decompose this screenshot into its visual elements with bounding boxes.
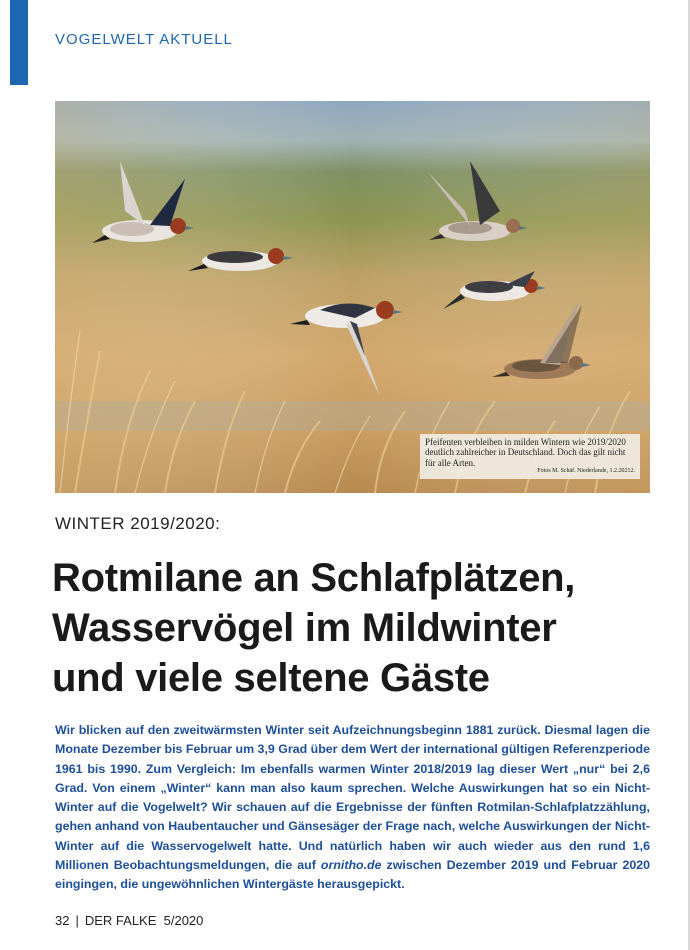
headline-line: Rotmilane an Schlafplätzen, (52, 556, 576, 600)
caption-text: Pfeifenten verbleiben in milden Wintern wie 2019/2020 deutlich zahlreicher in Deutschland. Doch das gilt nicht für alle Arten. (425, 436, 626, 468)
page-number: 32 (55, 913, 70, 928)
headline-line: und viele seltene Gäste (52, 656, 490, 700)
photo-caption (420, 434, 640, 480)
page-footer (55, 913, 203, 928)
section-label: VOGELWELT AKTUELL (55, 31, 233, 48)
article-kicker: WINTER 2019/2020: (55, 514, 221, 533)
ornitho-link[interactable]: ornitho.de (320, 858, 382, 873)
magazine-name: DER FALKE (84, 913, 157, 928)
cover-photo-wigeons (55, 101, 650, 493)
footer-separator: | (75, 913, 79, 928)
photo-credit: Fotos M. Schäf. Niederlande, 1.2.20212. (537, 467, 635, 474)
section-color-bar (10, 0, 28, 85)
article-lead (55, 721, 650, 895)
issue-number: 5/2020 (163, 913, 204, 928)
article-headline (52, 553, 682, 703)
lead-text: zwischen Dezember 2019 und Februar 2020 eingingen, die ungewöhnlichen Wintergäste herausgepickt. (55, 858, 651, 892)
headline-line: Wasservögel im Mildwinter (52, 606, 557, 650)
lead-text: Wir blicken auf den zweitwärmsten Winter seit Aufzeichnungsbeginn 1881 zurück. Diesmal lagen die Monate Dezember bis Februar um 3,9 Grad über dem Wert der international gültigen Referenzperiode 1961 bis 1990. Zum Vergleich: Im ebenfalls warmen Winter 2018/2019 lag dieser Wert „nur“ bei 2,6 Grad. Von einem „Winter“ kann man also kaum sprechen. Welche Auswirkungen hat so ein Nicht-Winter auf die Vogelwelt? Wir schauen auf die Ergebnisse der fünften Rotmilan-Schlafplatzzählung, gehen anhand von Haubentaucher und Gänsesäger der Frage nach, welche Auswirkungen der Nicht-Winter auf die Wasservogelwelt hatte. Und natürlich haben wir auch wieder aus den rund 1,6 Millionen Beobachtungsmeldungen, die auf (55, 723, 650, 873)
